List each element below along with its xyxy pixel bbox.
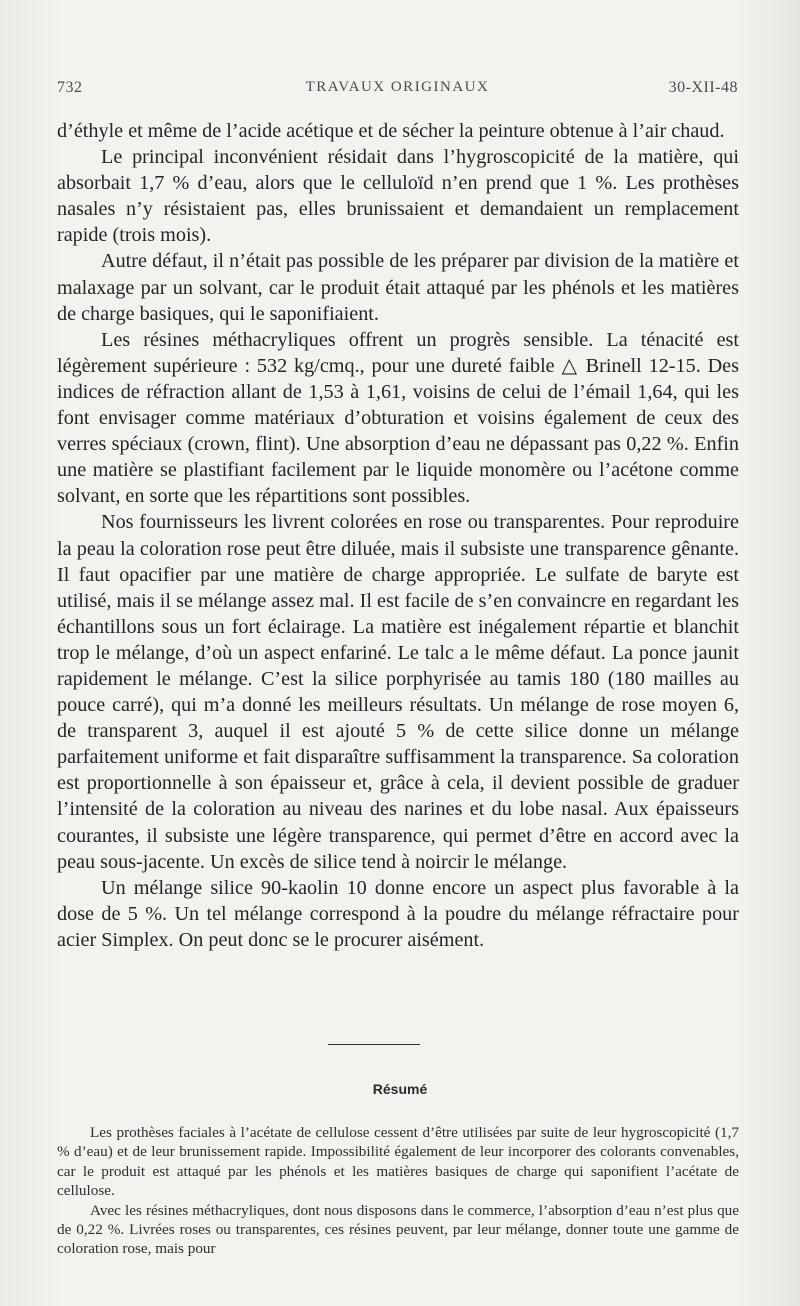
- page-number: 732: [57, 79, 83, 96]
- running-title: TRAVAUX ORIGINAUX: [305, 79, 490, 95]
- summary-paragraph: Avec les résines méthacryliques, dont nous disposons dans le commerce, l’absorption d’eau n’est plus que de 0,22 %. Livrées roses ou transparentes, ces résines peuvent, par leur mélange, donner toute une gamme de coloration rose, mais pour: [57, 1201, 739, 1258]
- summary-heading: Résumé: [372, 1081, 428, 1097]
- summary-paragraph: Les prothèses faciales à l’acétate de cellulose cessent d’être utilisées par suite de leur hygroscopicité (1,7 % d’eau) et de leur brunissement rapide. Impossibilité également de leur incorporer des colorants convenables, car le produit est attaqué par les phénols et les matières basiques de charge qui saponifient l’acétate de cellulose.: [57, 1124, 739, 1200]
- paragraph: Autre défaut, il n’était pas possible de les préparer par division de la matière et malaxage par un solvant, car le produit était attaqué par les phénols et les matières de charge basiques, qui le saponifiaient.: [57, 250, 739, 325]
- page-header: [57, 79, 738, 99]
- paragraph: d’éthyle et même de l’acide acétique et de sécher la peinture obtenue à l’air chaud.: [57, 120, 725, 142]
- paragraph: Les résines méthacryliques offrent un progrès sensible. La ténacité est légèrement supérieure : 532 kg/cmq., pour une dureté faible △ Brinell 12-15. Des indices de réfraction allant de 1,53 à 1,61, voisins de celui de l’émail 1,64, qui les font envisager comme matériaux d’obturation et voisins également de ceux des verres spéciaux (crown, flint). Une absorption d’eau ne dépassant pas 0,22 %. Enfin une matière se plastifiant facilement par le liquide monomère ou l’acétone comme solvant, en sorte que les répartitions sont possibles.: [57, 328, 739, 508]
- summary-text: [57, 1123, 739, 1259]
- paragraph: Le principal inconvénient résidait dans l’hygroscopicité de la matière, qui absorbait 1,7 % d’eau, alors que le celluloïd n’en prend que 1 %. Les prothèses nasales n’y résistaient pas, elles brunissaient et demandaient un remplacement rapide (trois mois).: [57, 146, 739, 247]
- paragraph: Un mélange silice 90-kaolin 10 donne encore un aspect plus favorable à la dose de 5 %. Un tel mélange correspond à la poudre du mélange réfractaire pour acier Simplex. On peut donc se le procurer aisément.: [57, 876, 739, 951]
- issue-date: 30-XII-48: [668, 79, 738, 96]
- article-body: [57, 118, 739, 953]
- section-divider: [328, 1044, 420, 1045]
- paragraph: Nos fournisseurs les livrent colorées en rose ou transparentes. Pour reproduire la peau la coloration rose peut être diluée, mais il subsiste une transparence gênante. Il faut opacifier par une matière de charge appropriée. Le sulfate de baryte est utilisé, mais il se mélange assez mal. Il est facile de s’en convaincre en regardant les échantillons sous un fort éclairage. La matière est inégalement répartie et blanchit trop le mélange, d’où un aspect enfariné. Le talc a le même défaut. La ponce jaunit rapidement le mélange. C’est la silice porphyrisée au tamis 180 (180 mailles au pouce carré), qui m’a donné les meilleurs résultats. Un mélange de rose moyen 6, de transparent 3, auquel il est ajouté 5 % de cette silice donne un mélange parfaitement uniforme et fait disparaître suffisamment la transparence. Sa coloration est proportionnelle à son épaisseur et, grâce à cela, il devient possible de graduer l’intensité de la coloration au niveau des narines et du lobe nasal. Aux épaisseurs courantes, il subsiste une légère transparence, qui permet d’être en accord avec la peau sous-jacente. Un excès de silice tend à noircir le mélange.: [57, 511, 739, 873]
